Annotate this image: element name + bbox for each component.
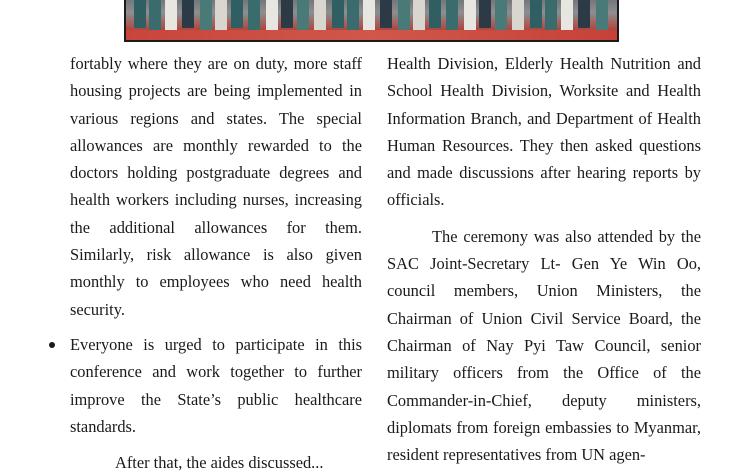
bullet-item	[70, 331, 362, 440]
photo-person-figure	[495, 0, 507, 31]
photo-person-figure	[165, 0, 177, 34]
red-carpet-floor	[126, 30, 617, 40]
photo-person-figure	[380, 0, 392, 28]
photo-person-figure	[413, 0, 425, 34]
bullet-text: Everyone is urged to participate in this conference and work together to further improve the State’s public healthcare standards.	[70, 334, 362, 436]
photo-person-figure	[297, 0, 309, 31]
bullet-list	[70, 331, 362, 440]
photo-person-figure	[561, 0, 573, 34]
photo-person-figure	[479, 0, 491, 28]
photo-person-figure	[446, 0, 458, 31]
group-photo-people	[126, 0, 617, 34]
right-paragraph-2: The ceremony was also attended by the SAC Joint-Secretary Lt- Gen Ye Win Oo, council members, Union Ministers, the Chairman of Union Civil Service Board, the Chairman of Nay Pyi Taw Council, senior military officers from the Office of the Commander-in-Chief, deputy ministers, diplomats from foreign embassies to Myanmar, resident representatives from UN agen-	[387, 226, 701, 465]
photo-person-figure	[429, 0, 441, 28]
photo-person-figure	[281, 0, 293, 28]
right-paragraph-1: Health Division, Elderly Health Nutrition and School Health Division, Worksite and Health Information Branch, and Department of Health Human Resources. They then asked questions and made discussions after hearing reports by officials.	[387, 54, 701, 210]
group-photo	[124, 0, 619, 42]
photo-person-figure	[578, 0, 590, 28]
photo-person-figure	[182, 0, 194, 28]
photo-person-figure	[215, 0, 227, 34]
photo-person-figure	[363, 0, 375, 34]
photo-person-figure	[398, 0, 410, 31]
left-column	[70, 50, 362, 476]
photo-person-figure	[134, 0, 146, 28]
photo-person-figure	[596, 0, 608, 31]
photo-person-figure	[314, 0, 326, 34]
left-trailing-paragraph: After that, the aides discussed...	[115, 453, 324, 473]
right-column	[387, 50, 701, 468]
photo-person-figure	[347, 0, 359, 31]
photo-person-figure	[530, 0, 542, 28]
photo-person-figure	[464, 0, 476, 34]
photo-person-figure	[231, 0, 243, 28]
photo-person-figure	[332, 0, 344, 28]
photo-person-figure	[248, 0, 260, 31]
photo-person-figure	[200, 0, 212, 31]
left-paragraph-continuation: fortably where they are on duty, more staff housing projects are being implemented in various regions and states. The special allowances are monthly rewarded to the doctors holding postgraduate degrees and health workers including nurses, increasing the additional allowances for them. Similarly, risk allowance is also given monthly to employees who need health security.	[70, 54, 362, 319]
bullet-dot-icon	[49, 342, 55, 348]
photo-person-figure	[545, 0, 557, 31]
photo-person-figure	[266, 0, 278, 34]
photo-person-figure	[149, 0, 161, 31]
photo-person-figure	[512, 0, 524, 34]
